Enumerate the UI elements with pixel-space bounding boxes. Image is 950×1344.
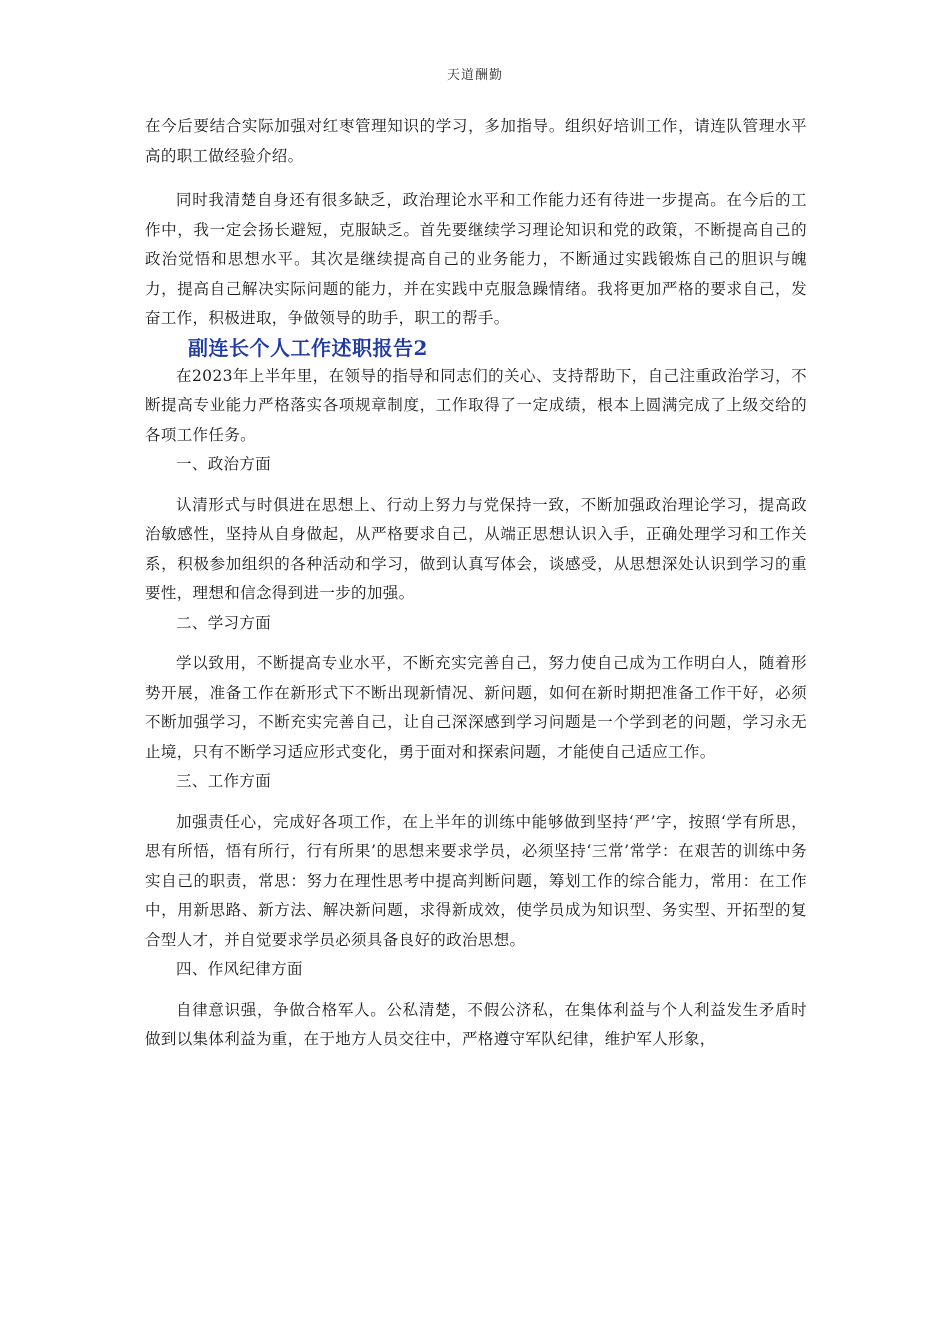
paragraph-continuation: 在今后要结合实际加强对红枣管理知识的学习，多加指导。组织好培训工作，请连队管理水平高的职工做经验介绍。: [145, 117, 807, 165]
paragraph-work: 加强责任心，完成好各项工作，在上半年的训练中能够做到坚持‘严’字，按照‘学有所思，思有所悟，悟有所行，行有所果’的思想来要求学员，必须坚持‘三常’常学：在艰苦的训练中务实自己的职责，常思：努力在理性思考中提高判断问题，筹划工作的综合能力，常用：在工作中，用新思路、新方法、解决新问题，求得新成效，使学员成为知识型、务实型、开拓型的复合型人才，并自觉要求学员必须具备良好的政治思想。: [145, 812, 807, 949]
page-header: 天道酬勤: [446, 68, 503, 83]
subheading-study: 二、学习方面: [176, 613, 272, 632]
section-title: 副连长个人工作述职报告2: [188, 335, 428, 360]
paragraph-intro: 在2023年上半年里，在领导的指导和同志们的关心、支持帮助下，自己注重政治学习，不断提高专业能力严格落实各项规章制度，工作取得了一定成绩，根本上圆满完成了上级交给的各项工作任务。: [145, 366, 807, 444]
paragraph-self-assessment: 同时我清楚自身还有很多缺乏，政治理论水平和工作能力还有待进一步提高。在今后的工作中，我一定会扬长避短，克服缺乏。首先要继续学习理论知识和党的政策，不断提高自己的政治觉悟和思想水平。其次是继续提高自己的业务能力，不断通过实践锻炼自己的胆识与魄力，提高自己解决实际问题的能力，并在实践中克服急躁情绪。我将更加严格的要求自己，发奋工作，积极进取，争做领导的助手，职工的帮手。: [145, 191, 807, 327]
document-body: [145, 112, 807, 1055]
subheading-discipline: 四、作风纪律方面: [176, 960, 303, 978]
subheading-politics: 一、政治方面: [176, 455, 272, 473]
paragraph-study: 学以致用，不断提高专业水平，不断充实完善自己，努力使自己成为工作明白人，随着形势开展，准备工作在新形式下不断出现新情况、新问题，如何在新时期把准备工作干好，必须不断加强学习，不断充实完善自己，让自己深深感到学习问题是一个学到老的问题，学习永无止境，只有不断学习适应形式变化，勇于面对和探索问题，才能使自己适应工作。: [145, 654, 807, 761]
subheading-work: 三、工作方面: [176, 772, 272, 790]
paragraph-discipline: 自律意识强，争做合格军人。公私清楚，不假公济私，在集体利益与个人利益发生矛盾时做到以集体利益为重，在于地方人员交往中，严格遵守军队纪律，维护军人形象，: [145, 1000, 807, 1048]
paragraph-politics: 认清形式与时俱进在思想上、行动上努力与党保持一致，不断加强政治理论学习，提高政治敏感性，坚持从自身做起，从严格要求自己，从端正思想认识入手，正确处理学习和工作关系，积极参加组织的各种活动和学习，做到认真写体会，谈感受，从思想深处认识到学习的重要性，理想和信念得到进一步的加强。: [145, 495, 807, 602]
